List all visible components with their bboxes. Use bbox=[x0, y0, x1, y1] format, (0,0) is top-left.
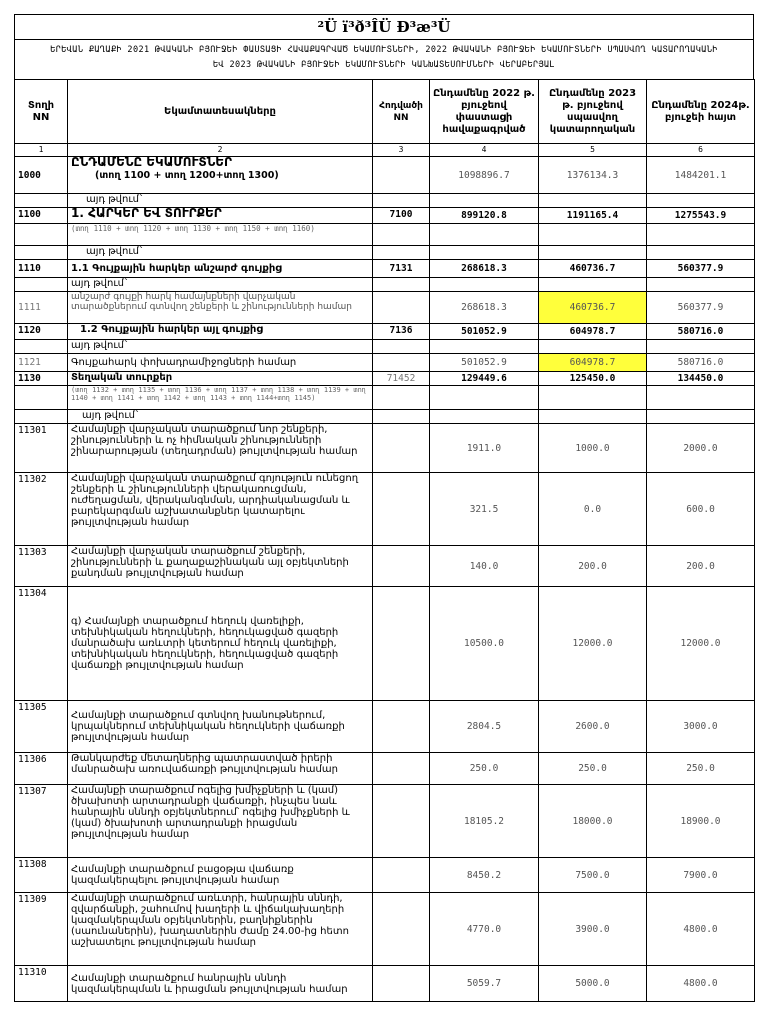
header-article: Հոդվածի NN bbox=[373, 80, 430, 144]
row-article bbox=[373, 157, 430, 194]
table-row bbox=[15, 354, 755, 372]
row-value-2022: 2804.5 bbox=[430, 701, 539, 753]
row-including: այդ թվում` bbox=[68, 194, 373, 208]
row-code: 1111 bbox=[15, 292, 68, 324]
row-name: 1.2 Գույքային հարկեր այլ գույքից bbox=[68, 324, 373, 340]
row-name: Թանկարժեք մետաղներից պատրաստված իրերի մանրածախ առուվաճառքի թույլտվության համար bbox=[68, 753, 373, 785]
row-code: 1100 bbox=[15, 208, 68, 224]
row-article: 7136 bbox=[373, 324, 430, 340]
table-row bbox=[15, 785, 755, 858]
table-row bbox=[15, 386, 755, 410]
row-value-2023: 2600.0 bbox=[539, 701, 647, 753]
header-row bbox=[15, 80, 755, 144]
row-formula: (տող 1110 + տող 1120 + տող 1130 + տող 1150 + տող 1160) bbox=[68, 224, 373, 246]
row-value-2024: 2000.0 bbox=[647, 424, 755, 473]
row-value-2023: 604978.7 bbox=[539, 354, 647, 372]
row-value-2022: 10500.0 bbox=[430, 587, 539, 701]
row-value-2024: 7900.0 bbox=[647, 858, 755, 893]
table-row bbox=[15, 858, 755, 893]
row-code: 11308 bbox=[15, 858, 68, 893]
table-row bbox=[15, 292, 755, 324]
table-row bbox=[15, 260, 755, 278]
row-value-2023: 460736.7 bbox=[539, 260, 647, 278]
row-code: 1120 bbox=[15, 324, 68, 340]
header-2022: Ընդամենը 2022 թ. բյուջեով փաստացի հավաքագրված bbox=[430, 80, 539, 144]
row-value-2024: 4800.0 bbox=[647, 966, 755, 1002]
table-row bbox=[15, 410, 755, 424]
row-article: 71452 bbox=[373, 372, 430, 386]
table-row bbox=[15, 208, 755, 224]
row-value-2023: 1000.0 bbox=[539, 424, 647, 473]
row-value-2022: 129449.6 bbox=[430, 372, 539, 386]
column-number: 6 bbox=[647, 144, 755, 157]
row-name: գ) Համայնքի տարածքում հեղուկ վառելիքի, տեխնիկական հեղուկների, հեղուկացված գազերի մանրածախ առևտրի կետերում հեղուկ վառելիքի, տեխնիկական հեղուկների, հեղուկացված գազերի վաճառքի թույլտվության համար bbox=[68, 587, 373, 701]
row-code: 1121 bbox=[15, 354, 68, 372]
table-row bbox=[15, 473, 755, 546]
row-name: Համայնքի տարածքում գտնվող խանութներում, կրպակներում տեխնիկական հեղուկների վաճառքի թույլտվության համար bbox=[68, 701, 373, 753]
header-2023: Ընդամենը 2023 թ. բյուջեով սպասվող կատարողական bbox=[539, 80, 647, 144]
row-name: Համայնքի տարածքում հանրային սննդի կազմակերպման և իրացման թույլտվության համար bbox=[68, 966, 373, 1002]
row-value-2023: 5000.0 bbox=[539, 966, 647, 1002]
table-row bbox=[15, 324, 755, 340]
table-row bbox=[15, 246, 755, 260]
row-code: 11310 bbox=[15, 966, 68, 1002]
row-including: այդ թվում` bbox=[68, 340, 373, 354]
row-name: Համայնքի տարածքում առևտրի, հանրային սննդի, զվարճանքի, շահումով խաղերի և վիճակախաղերի կազմակերպման օբյեկտներին, բաղնիքներին (սաունաներին), խաղատներին ժամը 24.00-ից հետո աշխատելու թույլտվության համար bbox=[68, 893, 373, 966]
table-row bbox=[15, 966, 755, 1002]
row-value-2023: 12000.0 bbox=[539, 587, 647, 701]
row-code: 1000 bbox=[15, 157, 68, 194]
row-value-2022: 4770.0 bbox=[430, 893, 539, 966]
header-2024: Ընդամենը 2024թ. բյուջեի հայտ bbox=[647, 80, 755, 144]
row-value-2024: 250.0 bbox=[647, 753, 755, 785]
row-value-2024: 600.0 bbox=[647, 473, 755, 546]
row-name: Համայնքի վարչական տարածքում շենքերի, շինությունների և քաղաքաշինական այլ օբյեկտների քանդման թույլտվության համար bbox=[68, 546, 373, 587]
subtitle-line-2: ԵՎ 2023 ԹՎԱԿԱՆԻ ԲՅՈՒՋԵԻ ԵԿԱՄՈՒՏՆԵՐԻ ԿԱՆԽԱՏԵՍՈՒՄՆԵՐԻ ՎԵՐԱԲԵՐՅԱԼ bbox=[212, 60, 556, 70]
row-value-2022: 268618.3 bbox=[430, 292, 539, 324]
document-page bbox=[14, 14, 754, 1002]
row-value-2023: 3900.0 bbox=[539, 893, 647, 966]
header-code: Տողի NN bbox=[15, 80, 68, 144]
row-value-2024: 1484201.1 bbox=[647, 157, 755, 194]
revenue-table bbox=[14, 79, 755, 1002]
document-subtitle bbox=[14, 39, 754, 79]
table-row bbox=[15, 424, 755, 473]
row-code: 11302 bbox=[15, 473, 68, 546]
row-code: 1110 bbox=[15, 260, 68, 278]
row-value-2023: 1376134.3 bbox=[539, 157, 647, 194]
row-value-2022: 501052.9 bbox=[430, 324, 539, 340]
row-value-2024: 3000.0 bbox=[647, 701, 755, 753]
row-value-2024: 200.0 bbox=[647, 546, 755, 587]
row-name: Համայնքի վարչական տարածքում գոյություն ունեցող շենքերի և շինությունների վերակառուցման, ուժեղացման, վերականգնման, արդիականացման և բարեկարգման աշխատանքներ կատարելու թույլտվության համար bbox=[68, 473, 373, 546]
header-name: Եկամտատեսակները bbox=[68, 80, 373, 144]
table-row bbox=[15, 753, 755, 785]
row-formula: (տող 1132 + տող 1135 + տող 1136 + տող 1137 + տող 1138 + տող 1139 + տող 1140 + տող 1141 + տող 1142 + տող 1143 + տող 1144+տող 1145) bbox=[68, 386, 373, 410]
row-value-2023: 460736.7 bbox=[539, 292, 647, 324]
row-code: 1130 bbox=[15, 372, 68, 386]
column-number: 5 bbox=[539, 144, 647, 157]
row-name-cell bbox=[68, 157, 373, 194]
row-value-2022: 268618.3 bbox=[430, 260, 539, 278]
row-value-2022: 321.5 bbox=[430, 473, 539, 546]
column-number: 4 bbox=[430, 144, 539, 157]
row-value-2023: 125450.0 bbox=[539, 372, 647, 386]
row-value-2023: 200.0 bbox=[539, 546, 647, 587]
subtitle-line-1: ԵՐԵՎԱՆ ՔԱՂԱՔԻ 2021 ԹՎԱԿԱՆԻ ԲՅՈՒՋԵԻ ՓԱՍՏԱՑԻ ՀԱՎԱՔԱԳՐՎԱԾ ԵԿԱՄՈՒՏՆԵՐԻ, 2022 ԹՎԱԿԱՆԻ ԲՅՈՒՋԵԻ ԵԿԱՄՈՒՏՆԵՐԻ ՍՊԱՍՎՈՂ ԿԱՏԱՐՈՂԱԿԱՆԻ bbox=[50, 45, 718, 55]
row-code: 11301 bbox=[15, 424, 68, 473]
row-value-2024: 4800.0 bbox=[647, 893, 755, 966]
row-value-2022: 140.0 bbox=[430, 546, 539, 587]
column-number: 1 bbox=[15, 144, 68, 157]
row-name: Գույքահարկ փոխադրամիջոցների համար bbox=[68, 354, 373, 372]
row-code: 11305 bbox=[15, 701, 68, 753]
column-number-row bbox=[15, 144, 755, 157]
row-value-2022: 1911.0 bbox=[430, 424, 539, 473]
row-name: Համայնքի վարչական տարածքում նոր շենքերի, շինությունների և ոչ հիմնական շինությունների շինարարության (տեղադրման) թույլտվության համար bbox=[68, 424, 373, 473]
row-formula: (տող 1100 + տող 1200+տող 1300) bbox=[95, 170, 279, 181]
row-value-2024: 560377.9 bbox=[647, 292, 755, 324]
row-name: Համայնքի տարածքում բացօթյա վաճառք կազմակերպելու թույլտվության համար bbox=[68, 858, 373, 893]
row-value-2022: 250.0 bbox=[430, 753, 539, 785]
row-value-2024: 18900.0 bbox=[647, 785, 755, 858]
row-name: անշարժ գույքի հարկ համայնքների վարչական տարածքներում գտնվող շենքերի և շինությունների համար bbox=[68, 292, 373, 324]
row-value-2023: 0.0 bbox=[539, 473, 647, 546]
row-code: 11309 bbox=[15, 893, 68, 966]
row-name: Համայնքի տարածքում ոգելից խմիչքների և (կամ) ծխախոտի արտադրանքի վաճառքի, ինչպես նաև հանրային սննդի օբյեկտներում՝ ոգելից խմիչքների և (կամ) ծխախոտի արտադրանքի իրացման թույլտվության համար bbox=[68, 785, 373, 858]
document-title: ²Ü ï³ð³ÎÜ Ð³æ³Ü bbox=[14, 14, 754, 39]
row-value-2022: 8450.2 bbox=[430, 858, 539, 893]
row-code: 11307 bbox=[15, 785, 68, 858]
row-article: 7131 bbox=[373, 260, 430, 278]
table-row bbox=[15, 157, 755, 194]
row-including: այդ թվում` bbox=[68, 278, 373, 292]
column-number: 3 bbox=[373, 144, 430, 157]
row-value-2023: 1191165.4 bbox=[539, 208, 647, 224]
row-value-2022: 899120.8 bbox=[430, 208, 539, 224]
row-code: 11306 bbox=[15, 753, 68, 785]
row-value-2023: 604978.7 bbox=[539, 324, 647, 340]
row-value-2022: 5059.7 bbox=[430, 966, 539, 1002]
row-value-2024: 12000.0 bbox=[647, 587, 755, 701]
row-including: այդ թվում` bbox=[68, 410, 373, 424]
table-row bbox=[15, 194, 755, 208]
table-row bbox=[15, 587, 755, 701]
column-number: 2 bbox=[68, 144, 373, 157]
row-name: 1.1 Գույքային հարկեր անշարժ գույքից bbox=[68, 260, 373, 278]
row-value-2022: 1098896.7 bbox=[430, 157, 539, 194]
table-row bbox=[15, 224, 755, 246]
row-including: այդ թվում` bbox=[68, 246, 373, 260]
table-row bbox=[15, 701, 755, 753]
table-row bbox=[15, 893, 755, 966]
row-value-2024: 1275543.9 bbox=[647, 208, 755, 224]
row-value-2024: 560377.9 bbox=[647, 260, 755, 278]
row-article: 7100 bbox=[373, 208, 430, 224]
table-row bbox=[15, 546, 755, 587]
row-value-2023: 250.0 bbox=[539, 753, 647, 785]
row-article bbox=[373, 292, 430, 324]
row-article bbox=[373, 354, 430, 372]
row-code: 11303 bbox=[15, 546, 68, 587]
row-value-2022: 501052.9 bbox=[430, 354, 539, 372]
row-value-2024: 134450.0 bbox=[647, 372, 755, 386]
table-row bbox=[15, 340, 755, 354]
row-value-2023: 18000.0 bbox=[539, 785, 647, 858]
row-name: ԸՆԴԱՄԵՆԸ ԵԿԱՄՈՒՏՆԵՐ bbox=[71, 156, 233, 169]
row-value-2023: 7500.0 bbox=[539, 858, 647, 893]
row-value-2024: 580716.0 bbox=[647, 324, 755, 340]
table-row bbox=[15, 372, 755, 386]
row-name: Տեղական տուրքեր bbox=[68, 372, 373, 386]
row-name: 1. ՀԱՐԿԵՐ ԵՎ ՏՈՒՐՔԵՐ bbox=[68, 208, 373, 224]
table-row bbox=[15, 278, 755, 292]
row-value-2024: 580716.0 bbox=[647, 354, 755, 372]
row-code: 11304 bbox=[15, 587, 68, 701]
row-value-2022: 18105.2 bbox=[430, 785, 539, 858]
